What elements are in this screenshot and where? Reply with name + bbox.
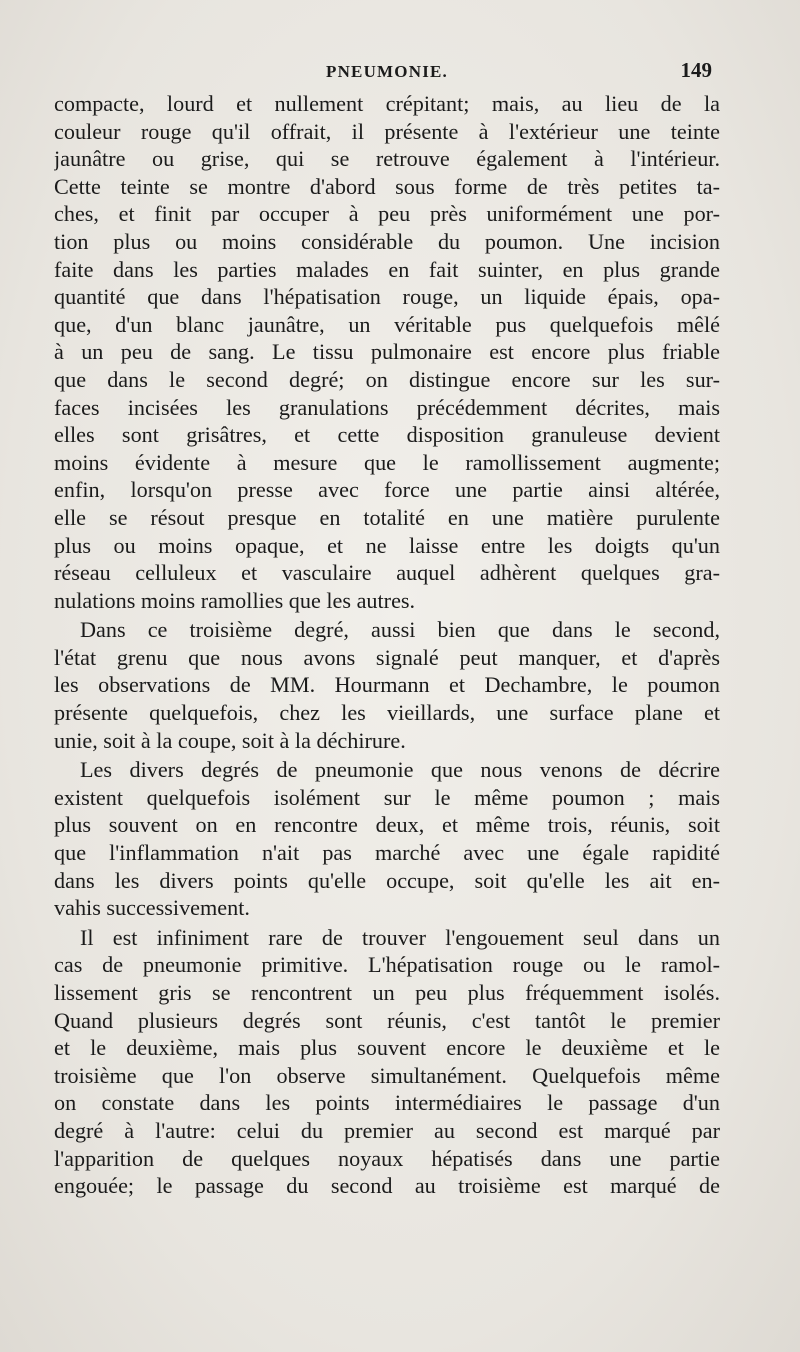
body-text	[54, 90, 720, 1200]
text-line: l'apparition de quelques noyaux hépatisés dans une partie	[54, 1145, 720, 1171]
text-line: troisième que l'on observe simultanément. Quelquefois même	[54, 1062, 720, 1088]
text-line: tion plus ou moins considérable du poumon. Une incision	[54, 228, 720, 254]
text-line: unie, soit à la coupe, soit à la déchirure.	[54, 727, 406, 753]
text-line: Les divers degrés de pneumonie que nous venons de décrire	[80, 757, 720, 783]
text-line: nulations moins ramollies que les autres.	[54, 587, 416, 613]
text-line: compacte, lourd et nullement crépitant; mais, au lieu de la	[54, 91, 720, 116]
text-line: dans les divers points qu'elle occupe, soit qu'elle les ait en-	[54, 867, 720, 893]
text-line: réseau celluleux et vasculaire auquel adhèrent quelques gra-	[54, 560, 720, 586]
text-line: on constate dans les points intermédiaires le passage d'un	[54, 1090, 720, 1116]
text-line: lissement gris se rencontrent un peu plus fréquemment isolés.	[54, 980, 720, 1005]
text-line: et le deuxième, mais plus souvent encore le deuxième et le	[54, 1035, 720, 1061]
page-number: 149	[680, 58, 712, 82]
paragraph-1	[54, 90, 720, 614]
text-line: elles sont grisâtres, et cette disposition granuleuse devient	[54, 422, 720, 448]
text-line: que l'inflammation n'ait pas marché avec une égale rapidité	[54, 840, 720, 866]
text-line: plus ou moins opaque, et ne laisse entre les doigts qu'un	[54, 532, 720, 558]
text-line: Il est infiniment rare de trouver l'engouement seul dans un	[80, 924, 720, 950]
text-line: jaunâtre ou grise, qui se retrouve également à l'intérieur.	[54, 146, 720, 172]
text-line: à un peu de sang. Le tissu pulmonaire est encore plus friable	[54, 339, 720, 365]
text-line: plus souvent on en rencontre deux, et même trois, réunis, soit	[54, 812, 720, 838]
running-title: PNEUMONIE.	[325, 62, 449, 81]
text-line: Dans ce troisième degré, aussi bien que dans le second,	[80, 617, 720, 643]
text-line: faite dans les parties malades en fait suinter, en plus grande	[54, 256, 720, 282]
text-line: présente quelquefois, chez les vieillards, une surface plane et	[54, 700, 720, 726]
text-line: enfin, lorsqu'on presse avec force une partie ainsi altérée,	[54, 477, 720, 503]
text-line: que, d'un blanc jaunâtre, un véritable pus quelquefois mêlé	[54, 311, 720, 337]
paragraph-4	[54, 924, 720, 1200]
paragraph-3	[54, 756, 720, 922]
text-line: l'état grenu que nous avons signalé peut manquer, et d'après	[54, 644, 720, 670]
text-line: quantité que dans l'hépatisation rouge, un liquide épais, opa-	[54, 284, 720, 310]
text-line: les observations de MM. Hourmann et Dechambre, le poumon	[54, 672, 720, 698]
page-header	[54, 58, 720, 88]
text-line: existent quelquefois isolément sur le même poumon ; mais	[54, 784, 720, 810]
text-line: Quand plusieurs degrés sont réunis, c'est tantôt le premier	[54, 1007, 720, 1033]
text-line: engouée; le passage du second au troisième est marqué de	[54, 1173, 720, 1199]
text-line: vahis successivement.	[54, 895, 250, 921]
text-line: moins évidente à mesure que le ramollissement augmente;	[54, 449, 720, 475]
text-line: cas de pneumonie primitive. L'hépatisation rouge ou le ramol-	[54, 952, 720, 978]
text-line: que dans le second degré; on distingue encore sur les sur-	[54, 366, 720, 392]
paragraph-2	[54, 616, 720, 754]
text-line: couleur rouge qu'il offrait, il présente à l'extérieur une teinte	[54, 118, 720, 144]
text-line: degré à l'autre: celui du premier au second est marqué par	[54, 1117, 720, 1143]
text-line: ches, et finit par occuper à peu près uniformément une por-	[54, 201, 720, 227]
text-line: Cette teinte se montre d'abord sous forme de très petites ta-	[54, 173, 720, 199]
text-line: faces incisées les granulations précédemment décrites, mais	[54, 394, 720, 420]
text-line: elle se résout presque en totalité en une matière purulente	[54, 504, 720, 530]
